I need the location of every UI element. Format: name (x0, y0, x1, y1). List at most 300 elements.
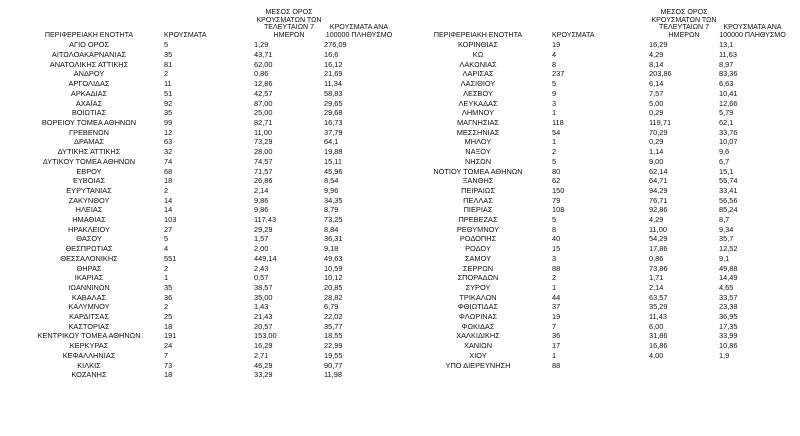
cell-cases: 1 (552, 282, 557, 292)
cell-avg7: 6,14 (649, 79, 664, 89)
cell-region: ΜΕΣΣΗΝΙΑΣ (456, 127, 500, 137)
cell-per100k: 45,96 (324, 166, 343, 176)
table-row (14, 254, 394, 264)
cell-per100k: 33,41 (719, 185, 738, 195)
cell-per100k: 6,7 (719, 156, 730, 166)
cell-per100k: 8,97 (719, 59, 734, 69)
table-row (14, 302, 394, 312)
cell-per100k: 10,07 (719, 137, 738, 147)
cell-cases: 1 (552, 137, 557, 147)
cell-cases: 24 (164, 341, 173, 351)
cell-per100k: 58,83 (324, 88, 343, 98)
table-row (14, 147, 394, 157)
cell-per100k: 28,82 (324, 292, 343, 302)
cell-per100k: 20,85 (324, 282, 343, 292)
cell-region: ΣΠΟΡΑΔΩΝ (457, 273, 499, 283)
cell-cases: 63 (164, 137, 173, 147)
cell-region: ΦΘΙΩΤΙΔΑΣ (457, 302, 499, 312)
cell-cases: 37 (552, 302, 561, 312)
table-row (404, 99, 786, 109)
cell-region: ΚΙΛΚΙΣ (77, 360, 101, 370)
header-per100k: ΚΡΟΥΣΜΑΤΑ ΑΝΑ 100000 ΠΛΗΘΥΣΜΟ (719, 23, 786, 39)
cell-avg7: 16,29 (649, 40, 668, 50)
cell-per100k: 9,34 (719, 224, 734, 234)
table-header-row (14, 9, 394, 40)
cell-region: ΚΩ (472, 50, 484, 60)
cell-cases: 9 (552, 88, 557, 98)
table-row (14, 118, 394, 128)
cell-avg7: 17,86 (649, 244, 668, 254)
cell-avg7: 117,43 (254, 215, 277, 225)
cell-avg7: 70,29 (649, 127, 668, 137)
table-row (14, 234, 394, 244)
cell-avg7: 92,86 (649, 205, 668, 215)
cell-cases: 1 (552, 350, 557, 360)
cell-region: ΑΓΙΟ ΟΡΟΣ (69, 40, 109, 50)
cell-region: ΗΜΑΘΙΑΣ (72, 215, 106, 225)
cell-avg7: 5,00 (649, 98, 664, 108)
cell-cases: 14 (164, 205, 173, 215)
cell-avg7: 4,00 (649, 350, 664, 360)
cell-cases: 191 (164, 331, 177, 341)
cell-per100k: 22,99 (324, 341, 343, 351)
cell-cases: 54 (552, 127, 561, 137)
table-row (14, 89, 394, 99)
cell-region: ΘΗΡΑΣ (76, 263, 102, 273)
cell-region: ΒΟΙΩΤΙΑΣ (71, 108, 107, 118)
table-row (14, 40, 394, 50)
cell-avg7: 73,29 (254, 137, 273, 147)
header-per100k: ΚΡΟΥΣΜΑΤΑ ΑΝΑ 100000 ΠΛΗΘΥΣΜΟ (325, 23, 393, 39)
cell-region: ΑΝΑΤΟΛΙΚΗΣ ΑΤΤΙΚΗΣ (49, 59, 129, 69)
cell-avg7: 2,14 (649, 282, 664, 292)
cell-avg7: 73,86 (649, 263, 668, 273)
cell-avg7: 4,29 (649, 215, 664, 225)
cell-cases: 74 (164, 156, 173, 166)
table-row (404, 40, 786, 50)
table-row (404, 69, 786, 79)
cell-per100k: 16,73 (324, 118, 343, 127)
cell-region: ΜΗΛΟΥ (464, 137, 492, 147)
cell-region: ΗΛΕΙΑΣ (75, 205, 103, 215)
cell-per100k: 22,02 (324, 312, 343, 322)
cell-avg7: 29,29 (254, 224, 273, 234)
table-row (14, 293, 394, 303)
cell-region: ΒΟΡΕΙΟΥ ΤΟΜΕΑ ΑΘΗΝΩΝ (41, 118, 137, 127)
cell-avg7: 0,29 (649, 108, 664, 118)
table-row (404, 312, 786, 322)
cell-region: ΛΑΚΩΝΙΑΣ (459, 59, 497, 69)
cell-region: ΔΥΤΙΚΟΥ ΤΟΜΕΑ ΑΘΗΝΩΝ (42, 156, 136, 166)
cell-per100k: 73,25 (324, 215, 343, 225)
table-row (404, 254, 786, 264)
cell-avg7: 6,00 (649, 321, 664, 331)
table-row (14, 361, 394, 371)
cell-cases: 3 (552, 253, 557, 263)
table-row (404, 118, 786, 128)
cell-per100k: 6,63 (719, 79, 734, 89)
table-header-row (404, 9, 786, 40)
cell-avg7: 33,29 (254, 370, 273, 380)
cell-cases: 237 (552, 69, 565, 79)
cell-region: ΚΑΒΑΛΑΣ (71, 292, 107, 302)
cell-cases: 8 (552, 59, 557, 69)
cell-per100k: 83,36 (719, 69, 738, 79)
cell-cases: 5 (552, 156, 557, 166)
cell-avg7: 54,29 (649, 234, 668, 244)
cell-per100k: 9,1 (719, 253, 730, 263)
cell-region: ΡΟΔΟΥ (465, 244, 491, 254)
header-region: ΠΕΡΙΦΕΡΕΙΑΚΗ ΕΝΟΤΗΤΑ (433, 30, 523, 39)
cell-per100k: 18,55 (324, 331, 343, 341)
table-row (404, 341, 786, 351)
cell-per100k: 9,96 (324, 185, 339, 195)
cell-per100k (719, 361, 786, 371)
cell-avg7: 0,57 (254, 273, 269, 283)
cell-avg7: 449,14 (254, 253, 277, 263)
cell-per100k: 56,56 (719, 195, 738, 205)
cell-cases: 15 (552, 244, 561, 254)
cell-cases: 5 (164, 40, 169, 50)
table-row (404, 186, 786, 196)
cell-per100k: 276,09 (324, 40, 347, 50)
cell-avg7: 42,57 (254, 88, 273, 98)
header-cases: ΚΡΟΥΣΜΑΤΑ (164, 30, 207, 39)
cell-region: ΣΑΜΟΥ (464, 253, 492, 263)
cell-cases: 79 (552, 195, 561, 205)
cell-per100k: 29,65 (324, 98, 343, 108)
cell-cases: 40 (552, 234, 561, 244)
cell-cases: 36 (164, 292, 173, 302)
cell-avg7: 16,86 (649, 341, 668, 351)
cell-region: ΔΡΑΜΑΣ (74, 137, 104, 147)
cell-cases: 5 (552, 215, 557, 225)
cell-cases: 7 (552, 321, 557, 331)
cell-region: ΗΡΑΚΛΕΙΟΥ (68, 224, 110, 234)
cell-cases: 68 (164, 166, 173, 176)
cell-per100k: 8,54 (324, 176, 339, 186)
cell-per100k: 11,34 (324, 79, 342, 89)
cell-region: ΡΕΘΥΜΝΟΥ (456, 224, 500, 234)
cell-cases: 8 (552, 224, 557, 234)
cell-cases: 92 (164, 98, 173, 108)
cell-avg7: 20,57 (254, 321, 273, 331)
cell-per100k: 64,1 (324, 137, 339, 147)
cell-region: ΡΟΔΟΠΗΣ (459, 234, 497, 244)
table-row (14, 312, 394, 322)
cell-per100k: 29,68 (324, 108, 343, 118)
cell-cases: 2 (164, 69, 169, 79)
cell-per100k: 36,95 (719, 312, 738, 322)
cell-cases: 4 (552, 50, 557, 60)
cell-cases: 7 (164, 350, 169, 360)
cell-region: ΘΑΣΟΥ (76, 234, 102, 244)
cell-avg7: 63,57 (649, 292, 668, 302)
cell-cases: 4 (164, 244, 169, 254)
cell-region: ΜΑΓΝΗΣΙΑΣ (457, 118, 499, 127)
cell-region: ΣΕΡΡΩΝ (462, 263, 494, 273)
cell-region: ΛΕΥΚΑΔΑΣ (458, 98, 498, 108)
cell-avg7: 43,71 (254, 50, 273, 60)
cell-per100k: 21,69 (324, 69, 343, 79)
cell-region: ΕΥΒΟΙΑΣ (72, 176, 106, 186)
cell-per100k: 6,79 (324, 302, 339, 312)
table-body-left (14, 40, 394, 380)
cell-cases: 25 (164, 312, 173, 322)
cell-per100k: 35,77 (324, 321, 343, 331)
cell-cases: 19 (552, 312, 561, 322)
cell-cases: 2 (552, 147, 557, 157)
cell-avg7: 9,86 (254, 195, 269, 205)
cell-avg7: 12,86 (254, 79, 273, 89)
cell-avg7: 74,57 (254, 156, 273, 166)
cell-per100k: 13,1 (719, 40, 734, 50)
cell-avg7: 7,57 (649, 88, 664, 98)
cell-per100k: 36,31 (324, 234, 343, 244)
cell-avg7: 46,29 (254, 360, 273, 370)
table-row (404, 225, 786, 235)
table-row (14, 99, 394, 109)
cell-cases: 2 (164, 185, 169, 195)
cell-region: ΧΙΟΥ (469, 350, 487, 360)
header-cases: ΚΡΟΥΣΜΑΤΑ (552, 30, 595, 39)
cell-avg7: 4,29 (649, 50, 664, 60)
table-row (404, 147, 786, 157)
cell-region: ΣΥΡΟΥ (465, 282, 491, 292)
cell-avg7: 0,29 (649, 137, 664, 147)
cell-per100k: 55,74 (719, 176, 738, 186)
cell-cases: 88 (552, 263, 561, 273)
cell-region: ΛΗΜΝΟΥ (461, 108, 495, 118)
cell-avg7: 11,43 (649, 312, 667, 322)
cases-table-right (404, 9, 786, 370)
cell-avg7: 35,00 (254, 292, 273, 302)
cell-region: ΔΥΤΙΚΗΣ ΑΤΤΙΚΗΣ (57, 147, 121, 157)
cell-region: ΓΡΕΒΕΝΩΝ (69, 127, 109, 137)
table-row (14, 322, 394, 332)
cell-avg7: 35,29 (649, 302, 668, 312)
cell-cases: 73 (164, 360, 173, 370)
table-row (404, 128, 786, 138)
cell-region: ΝΗΣΩΝ (464, 156, 492, 166)
cell-per100k: 16,6 (324, 50, 339, 60)
cell-avg7: 62,00 (254, 59, 273, 69)
cell-avg7: 76,71 (649, 195, 668, 205)
cell-cases: 32 (164, 147, 173, 157)
cell-per100k: 10,12 (324, 273, 343, 283)
cell-cases: 2 (164, 302, 169, 312)
table-row (14, 273, 394, 283)
cell-avg7: 21,43 (254, 312, 273, 322)
cell-avg7: 2,43 (254, 263, 269, 273)
cell-region: ΖΑΚΥΝΘΟΥ (68, 195, 110, 205)
cell-avg7: 0,86 (649, 253, 664, 263)
table-row (404, 264, 786, 274)
table-row (404, 60, 786, 70)
table-row (14, 225, 394, 235)
cell-region: ΛΑΡΙΣΑΣ (462, 69, 494, 79)
cell-avg7: 9,00 (649, 156, 664, 166)
cell-per100k: 4,65 (719, 282, 734, 292)
cell-region: ΚΕΦΑΛΛΗΝΙΑΣ (62, 350, 116, 360)
table-row (14, 370, 394, 380)
cell-region: ΚΑΡΔΙΤΣΑΣ (69, 312, 109, 322)
table-row (404, 293, 786, 303)
cell-region: ΚΕΝΤΡΙΚΟΥ ΤΟΜΕΑ ΑΘΗΝΩΝ (37, 331, 141, 341)
table-row (404, 215, 786, 225)
table-row (14, 128, 394, 138)
cell-cases: 81 (164, 59, 173, 69)
cell-cases: 11 (164, 79, 172, 89)
table-row (404, 79, 786, 89)
cell-cases: 150 (552, 185, 565, 195)
cell-region: ΥΠΟ ΔΙΕΡΕΥΝΗΣΗ (445, 360, 511, 370)
cell-region: ΧΑΛΚΙΔΙΚΗΣ (456, 331, 500, 341)
cell-avg7: 8,14 (649, 59, 664, 69)
table-row (404, 196, 786, 206)
cell-per100k: 90,77 (324, 360, 343, 370)
cell-per100k: 37,79 (324, 127, 343, 137)
cell-avg7: 28,00 (254, 147, 273, 157)
table-row (404, 351, 786, 361)
cell-avg7: 203,86 (649, 69, 672, 79)
cell-avg7: 16,29 (254, 341, 273, 351)
header-avg7: ΜΕΣΟΣ ΟΡΟΣ ΚΡΟΥΣΜΑΤΩΝ ΤΩΝ ΤΕΛΕΥΤΑΙΩΝ 7 ΗΜΕΡΩΝ (256, 8, 322, 39)
cell-per100k: 8,84 (324, 224, 339, 234)
cell-avg7: 1,29 (254, 40, 269, 50)
cell-cases: 5 (552, 79, 557, 89)
table-row (14, 215, 394, 225)
cell-region: ΑΙΤΩΛΟΑΚΑΡΝΑΝΙΑΣ (51, 50, 127, 60)
cell-avg7: 0,86 (254, 69, 269, 79)
table-row (14, 186, 394, 196)
table-row (404, 50, 786, 60)
cell-per100k: 49,63 (324, 253, 343, 263)
cell-cases: 551 (164, 253, 177, 263)
cell-avg7: 31,86 (649, 331, 668, 341)
cell-per100k: 5,79 (719, 108, 734, 118)
cell-per100k: 10,59 (324, 263, 343, 273)
cell-avg7: 1,71 (649, 273, 664, 283)
cell-region: ΕΒΡΟΥ (76, 166, 102, 176)
cell-per100k: 33,76 (719, 127, 738, 137)
cell-region: ΘΕΣΠΡΩΤΙΑΣ (65, 244, 113, 254)
table-row (404, 157, 786, 167)
cell-avg7: 11,00 (649, 224, 667, 234)
cell-per100k: 12,52 (719, 244, 738, 254)
cell-cases: 17 (552, 341, 561, 351)
cell-avg7: 119,71 (649, 118, 672, 127)
cell-cases: 44 (552, 292, 561, 302)
cell-region: ΠΕΙΡΑΙΩΣ (461, 185, 495, 195)
table-row (404, 283, 786, 293)
cell-per100k: 19,88 (324, 147, 343, 157)
cell-cases: 2 (552, 273, 557, 283)
table-row (404, 205, 786, 215)
cell-per100k: 33,57 (719, 292, 738, 302)
table-row (14, 79, 394, 89)
cell-avg7: 87,00 (254, 98, 273, 108)
table-row (404, 302, 786, 312)
cell-per100k: 9,6 (719, 147, 730, 157)
cell-per100k: 15,11 (324, 156, 342, 166)
cell-cases: 103 (164, 215, 177, 225)
cell-cases: 1 (552, 108, 557, 118)
cell-cases: 88 (552, 360, 561, 370)
cell-avg7: 1,14 (649, 147, 664, 157)
cell-avg7: 64,71 (649, 176, 668, 186)
cell-region: ΠΙΕΡΙΑΣ (463, 205, 493, 215)
cell-per100k: 23,38 (719, 302, 738, 312)
cell-avg7 (649, 361, 719, 371)
table-row (14, 137, 394, 147)
cell-region: ΑΝΔΡΟΥ (73, 69, 105, 79)
table-row (404, 322, 786, 332)
cell-per100k: 11,63 (719, 50, 737, 60)
cell-cases: 5 (164, 234, 169, 244)
cell-avg7: 62,14 (649, 166, 668, 176)
cell-per100k: 16,12 (324, 59, 343, 69)
cell-cases: 19 (552, 40, 561, 50)
cell-region: ΤΡΙΚΑΛΩΝ (459, 292, 497, 302)
cell-avg7: 26,86 (254, 176, 273, 186)
cell-cases: 14 (164, 195, 173, 205)
table-row (404, 273, 786, 283)
cell-cases: 3 (552, 98, 557, 108)
table-row (404, 108, 786, 118)
cell-region: ΝΑΞΟΥ (465, 147, 491, 157)
cell-region: ΙΚΑΡΙΑΣ (74, 273, 104, 283)
cell-region: ΝΟΤΙΟΥ ΤΟΜΕΑ ΑΘΗΝΩΝ (433, 166, 523, 176)
cell-avg7: 94,29 (649, 185, 668, 195)
cell-per100k: 17,35 (719, 321, 738, 331)
cell-region: ΑΡΓΟΛΙΔΑΣ (68, 79, 110, 89)
cell-avg7: 82,71 (254, 118, 273, 127)
cell-cases: 118 (552, 118, 564, 127)
cell-avg7: 2,00 (254, 244, 269, 254)
cell-cases: 18 (164, 321, 173, 331)
cell-avg7: 153,00 (254, 331, 277, 341)
cell-cases: 35 (164, 50, 173, 60)
cell-cases: 12 (164, 127, 173, 137)
table-row (404, 331, 786, 341)
header-region: ΠΕΡΙΦΕΡΕΙΑΚΗ ΕΝΟΤΗΤΑ (44, 30, 134, 39)
cell-region: ΑΡΚΑΔΙΑΣ (70, 88, 108, 98)
table-row (14, 196, 394, 206)
cell-cases: 36 (552, 331, 561, 341)
cell-per100k: 62,1 (719, 118, 734, 127)
cell-avg7: 38,57 (254, 282, 273, 292)
table-row (404, 361, 786, 371)
cell-region: ΘΕΣΣΑΛΟΝΙΚΗΣ (60, 253, 118, 263)
cell-per100k: 34,35 (324, 195, 343, 205)
cases-table-left (14, 9, 394, 380)
table-row (14, 167, 394, 177)
cell-region: ΦΛΩΡΙΝΑΣ (458, 312, 498, 322)
table-row (14, 331, 394, 341)
table-row (404, 89, 786, 99)
cell-per100k: 10,41 (719, 88, 738, 98)
cell-per100k: 11,98 (324, 370, 342, 380)
cell-cases: 35 (164, 282, 173, 292)
cell-cases: 18 (164, 176, 173, 186)
cell-region: ΞΑΝΘΗΣ (462, 176, 494, 186)
cell-per100k: 85,24 (719, 205, 738, 215)
cell-cases: 51 (164, 88, 173, 98)
cell-per100k: 1,9 (719, 350, 730, 360)
table-row (14, 264, 394, 274)
cell-region: ΑΧΑΪΑΣ (75, 98, 103, 108)
